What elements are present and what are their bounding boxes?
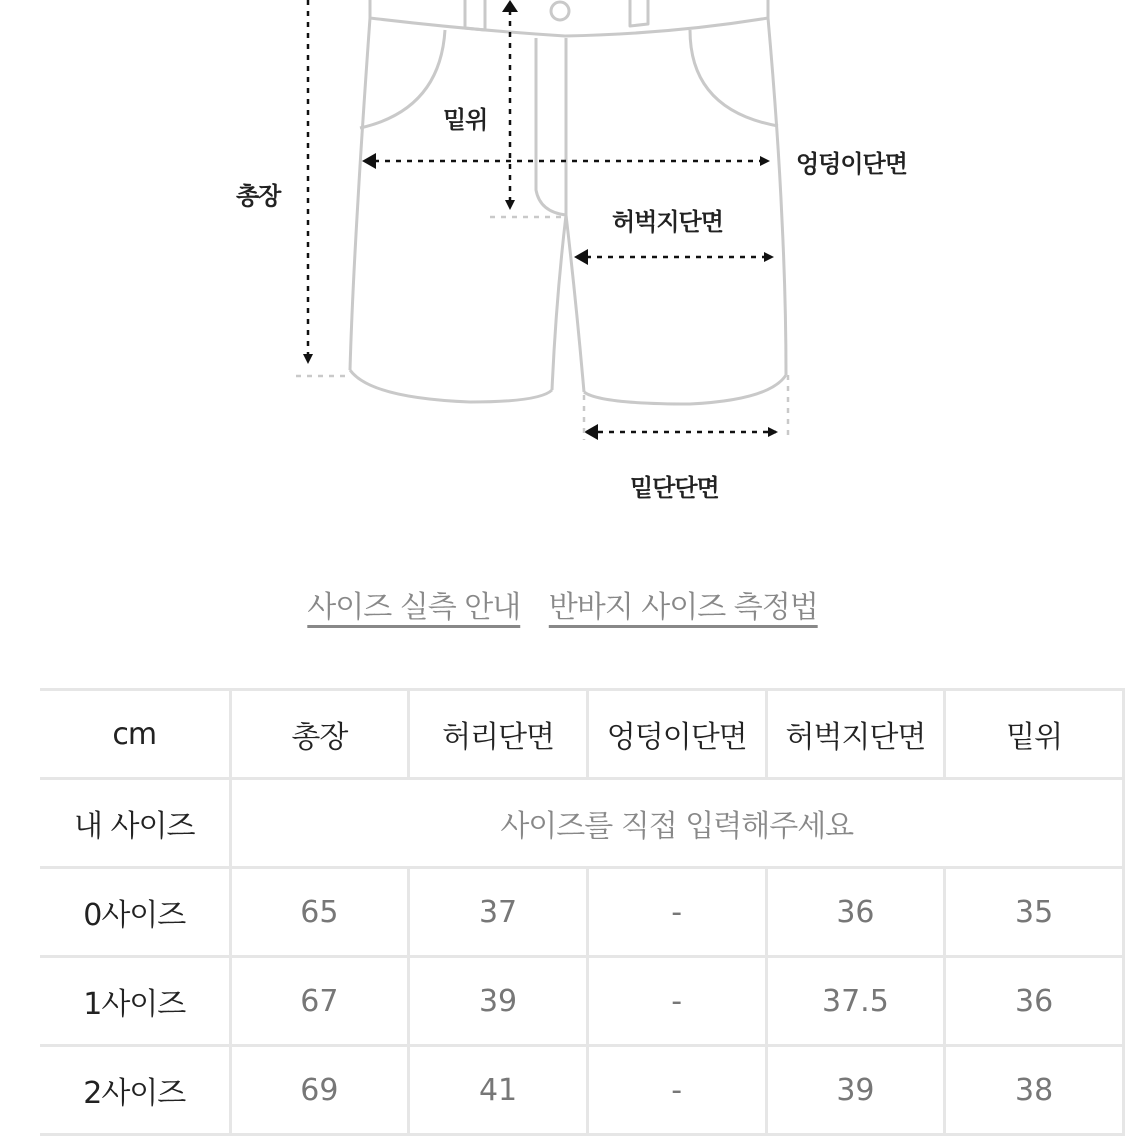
- size-guide-link[interactable]: 사이즈 실측 안내: [307, 590, 521, 625]
- reference-dashes: [296, 217, 788, 440]
- table-cell: -: [587, 957, 766, 1046]
- table-cell: 69: [230, 1046, 409, 1135]
- table-cell: 37: [409, 868, 588, 957]
- arrowheads: [362, 0, 598, 440]
- shorts-outline-illustration: [0, 0, 1125, 540]
- row-label: 1사이즈: [40, 957, 230, 1046]
- row-label: 0사이즈: [40, 868, 230, 957]
- total-length-label: 총장: [236, 182, 281, 210]
- table-cell: 35: [945, 868, 1124, 957]
- size-guide-links: [0, 582, 1125, 626]
- hem-label: 밑단단면: [630, 474, 719, 502]
- measure-method-link[interactable]: 반바지 사이즈 측정법: [548, 590, 818, 625]
- row-label: 2사이즈: [40, 1046, 230, 1135]
- table-row: [40, 1046, 1124, 1135]
- my-size-input[interactable]: 사이즈를 직접 입력해주세요: [230, 779, 1124, 868]
- table-cell: 36: [766, 868, 945, 957]
- unit-header: cm: [40, 690, 230, 779]
- header-total-length: 총장: [230, 690, 409, 779]
- table-cell: 39: [766, 1046, 945, 1135]
- table-row: [40, 957, 1124, 1046]
- rise-label: 밑위: [443, 106, 488, 134]
- hip-label: 엉덩이단면: [796, 150, 907, 178]
- table-cell: 39: [409, 957, 588, 1046]
- my-size-label: 내 사이즈: [40, 779, 230, 868]
- table-cell: -: [587, 868, 766, 957]
- header-hip: 엉덩이단면: [587, 690, 766, 779]
- header-rise: 밑위: [945, 690, 1124, 779]
- shorts-measurement-diagram: [0, 0, 1125, 540]
- table-cell: 65: [230, 868, 409, 957]
- table-cell: 41: [409, 1046, 588, 1135]
- my-size-row: [40, 779, 1124, 868]
- thigh-label: 허벅지단면: [612, 208, 723, 236]
- table-row: [40, 868, 1124, 957]
- table-cell: 67: [230, 957, 409, 1046]
- table-cell: 37.5: [766, 957, 945, 1046]
- table-cell: 38: [945, 1046, 1124, 1135]
- table-cell: 36: [945, 957, 1124, 1046]
- header-thigh: 허벅지단면: [766, 690, 945, 779]
- table-cell: -: [587, 1046, 766, 1135]
- size-table: [40, 688, 1125, 1136]
- table-header-row: [40, 690, 1124, 779]
- header-waist: 허리단면: [409, 690, 588, 779]
